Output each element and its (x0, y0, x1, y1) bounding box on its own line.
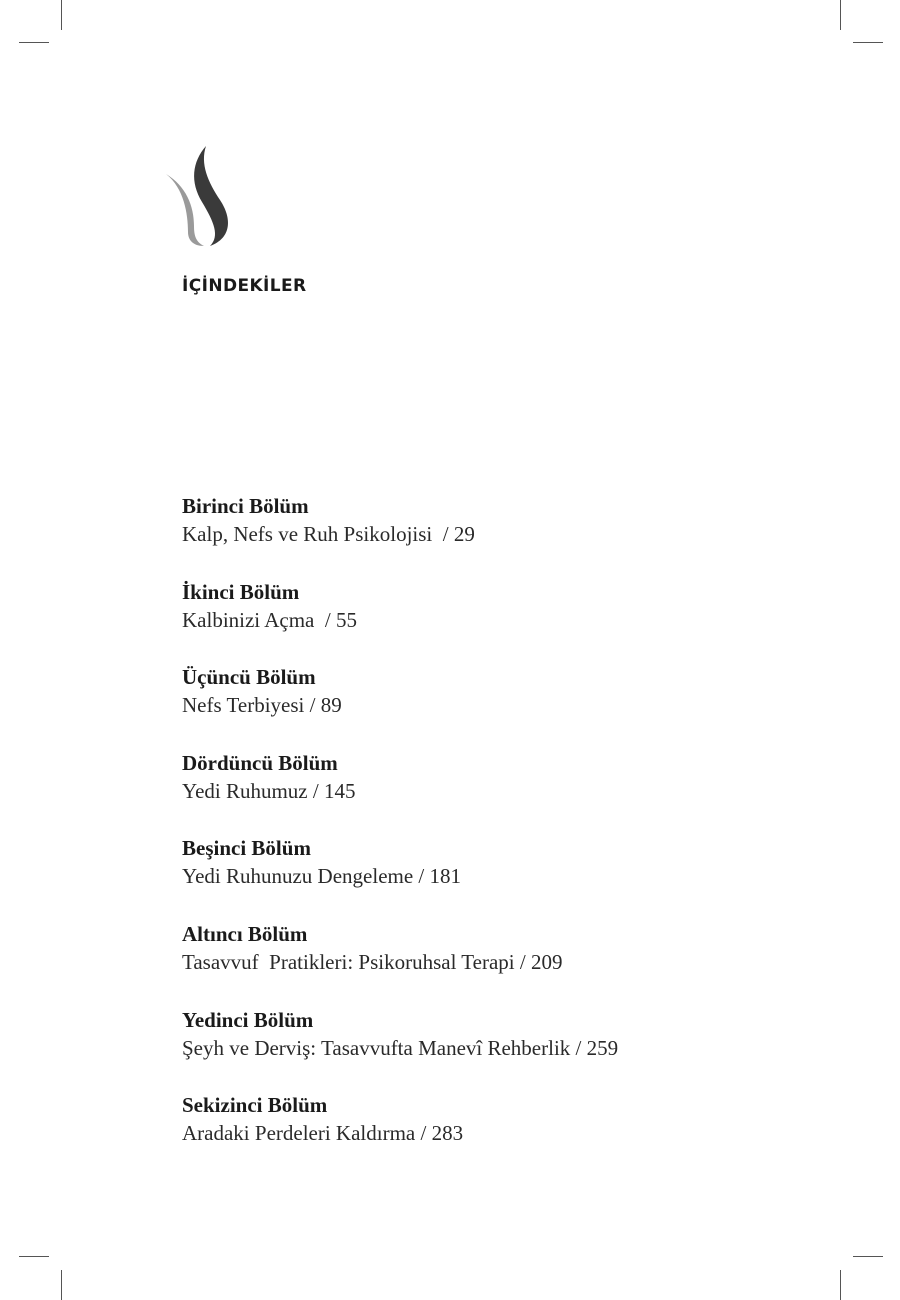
crop-mark-top-right-vertical (840, 0, 841, 30)
calligraphic-swash-icon (162, 144, 232, 248)
toc-entry[interactable] (182, 835, 618, 921)
chapter-title: Nefs Terbiyesi / 89 (182, 693, 342, 718)
chapter-label: Birinci Bölüm (182, 494, 309, 518)
crop-mark-bottom-left-vertical (61, 1270, 62, 1300)
chapter-title: Yedi Ruhumuz / 145 (182, 778, 356, 803)
chapter-title: Aradaki Perdeleri Kaldırma / 283 (182, 1121, 464, 1146)
toc-entry[interactable] (182, 493, 618, 579)
chapter-title: Yedi Ruhunuzu Dengeleme / 181 (182, 864, 461, 889)
chapter-label: İkinci Bölüm (182, 579, 300, 604)
chapter-label: Altıncı Bölüm (182, 921, 308, 946)
chapter-title: Kalp, Nefs ve Ruh Psikolojisi / 29 (182, 522, 475, 546)
chapter-label: Yedinci Bölüm (182, 1007, 314, 1032)
chapter-label: Beşinci Bölüm (182, 836, 311, 861)
crop-mark-bottom-left-horizontal (19, 1256, 49, 1257)
toc-entry[interactable] (182, 750, 618, 836)
crop-mark-bottom-right-horizontal (853, 1256, 883, 1257)
toc-entry[interactable] (182, 1007, 618, 1093)
toc-entry[interactable] (182, 664, 618, 750)
toc-list (182, 493, 618, 1178)
chapter-title: Tasavvuf Pratikleri: Psikoruhsal Terapi / 209 (182, 949, 563, 974)
toc-entry[interactable] (182, 1092, 618, 1178)
chapter-title: Şeyh ve Derviş: Tasavvufta Manevî Rehberlik / 259 (182, 1035, 619, 1060)
crop-mark-top-right-horizontal (853, 42, 883, 43)
page-title: İÇİNDEKİLER (182, 276, 307, 296)
chapter-label: Dördüncü Bölüm (182, 750, 338, 775)
toc-entry[interactable] (182, 921, 618, 1007)
crop-mark-top-left-horizontal (19, 42, 49, 43)
crop-mark-top-left-vertical (61, 0, 62, 30)
chapter-label: Üçüncü Bölüm (182, 665, 316, 690)
toc-entry[interactable] (182, 579, 618, 665)
crop-mark-bottom-right-vertical (840, 1270, 841, 1300)
chapter-label: Sekizinci Bölüm (182, 1093, 328, 1118)
chapter-title: Kalbinizi Açma / 55 (182, 607, 357, 632)
